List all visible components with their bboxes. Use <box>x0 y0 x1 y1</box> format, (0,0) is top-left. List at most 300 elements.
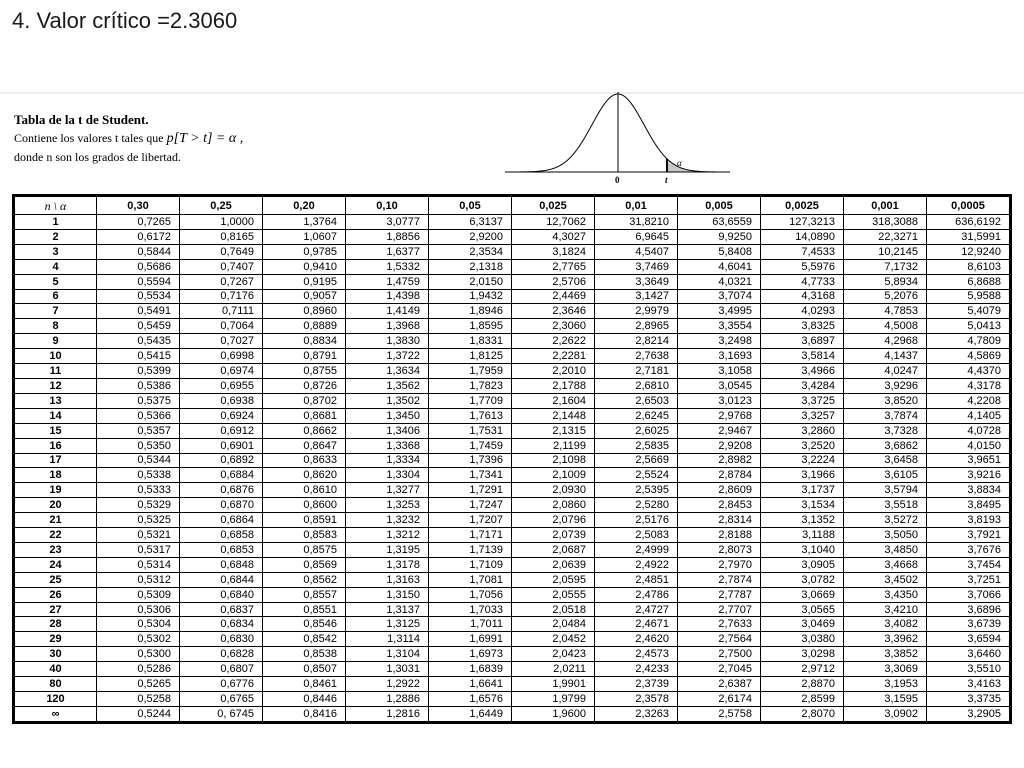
value-cell: 0,5491 <box>97 304 180 319</box>
value-cell: 0,8662 <box>263 423 346 438</box>
value-cell: 2,4727 <box>595 602 678 617</box>
table-row <box>15 259 1010 274</box>
value-cell: 3,2860 <box>761 423 844 438</box>
df-cell: 9 <box>15 334 97 349</box>
value-cell: 1,7171 <box>429 528 512 543</box>
value-cell: 3,0545 <box>678 378 761 393</box>
value-cell: 0,6840 <box>180 587 263 602</box>
value-cell: 2,0687 <box>512 542 595 557</box>
value-cell: 1,3830 <box>346 334 429 349</box>
value-cell: 0,9195 <box>263 274 346 289</box>
value-cell: 0,7649 <box>180 244 263 259</box>
value-cell: 4,2208 <box>927 393 1010 408</box>
value-cell: 0,5312 <box>97 572 180 587</box>
value-cell: 0,5459 <box>97 319 180 334</box>
value-cell: 3,7676 <box>927 542 1010 557</box>
value-cell: 4,7809 <box>927 334 1010 349</box>
value-cell: 3,7251 <box>927 572 1010 587</box>
df-cell: 25 <box>15 572 97 587</box>
value-cell: 12,9240 <box>927 244 1010 259</box>
value-cell: 1,2922 <box>346 677 429 692</box>
table-row <box>15 364 1010 379</box>
value-cell: 2,5835 <box>595 438 678 453</box>
value-cell: 4,7853 <box>844 304 927 319</box>
value-cell: 3,9216 <box>927 468 1010 483</box>
value-cell: 2,4786 <box>595 587 678 602</box>
value-cell: 0,6998 <box>180 349 263 364</box>
value-cell: 1,7033 <box>429 602 512 617</box>
value-cell: 3,1352 <box>761 513 844 528</box>
value-cell: 0,6892 <box>180 453 263 468</box>
value-cell: 1,7396 <box>429 453 512 468</box>
table-row <box>15 587 1010 602</box>
value-cell: 2,5176 <box>595 513 678 528</box>
value-cell: 3,0669 <box>761 587 844 602</box>
value-cell: 3,6594 <box>927 632 1010 647</box>
value-cell: 0,8681 <box>263 408 346 423</box>
alpha-header: 0,20 <box>263 197 346 215</box>
df-cell: 13 <box>15 393 97 408</box>
df-cell: 19 <box>15 483 97 498</box>
value-cell: 0,5306 <box>97 602 180 617</box>
value-cell: 2,6245 <box>595 408 678 423</box>
df-cell: 40 <box>15 662 97 677</box>
value-cell: 0,8600 <box>263 498 346 513</box>
value-cell: 3,0782 <box>761 572 844 587</box>
value-cell: 3,0565 <box>761 602 844 617</box>
value-cell: 1,6641 <box>429 677 512 692</box>
value-cell: 2,5669 <box>595 453 678 468</box>
value-cell: 2,3263 <box>595 706 678 721</box>
df-cell: 16 <box>15 438 97 453</box>
value-cell: 3,0905 <box>761 557 844 572</box>
value-cell: 3,1953 <box>844 677 927 692</box>
student-t-curve-figure <box>505 88 730 188</box>
alpha-header: 0,0025 <box>761 197 844 215</box>
value-cell: 3,6739 <box>927 617 1010 632</box>
value-cell: 0,6858 <box>180 528 263 543</box>
value-cell: 1,9600 <box>512 706 595 721</box>
value-cell: 0,8461 <box>263 677 346 692</box>
value-cell: 1,3368 <box>346 438 429 453</box>
value-cell: 2,9979 <box>595 304 678 319</box>
value-cell: 0,8702 <box>263 393 346 408</box>
value-cell: 0,6955 <box>180 378 263 393</box>
df-cell: 10 <box>15 349 97 364</box>
table-row <box>15 274 1010 289</box>
value-cell: 0,6938 <box>180 393 263 408</box>
value-cell: 3,0902 <box>844 706 927 721</box>
value-cell: 0,8542 <box>263 632 346 647</box>
value-cell: 2,0739 <box>512 528 595 543</box>
value-cell: 3,6897 <box>761 334 844 349</box>
value-cell: 1,7709 <box>429 393 512 408</box>
value-cell: 6,9645 <box>595 229 678 244</box>
table-row <box>15 393 1010 408</box>
value-cell: 0,6807 <box>180 662 263 677</box>
value-cell: 5,5976 <box>761 259 844 274</box>
table-row <box>15 647 1010 662</box>
value-cell: 2,9200 <box>429 229 512 244</box>
value-cell: 0,6828 <box>180 647 263 662</box>
value-cell: 2,8982 <box>678 453 761 468</box>
value-cell: 1,3334 <box>346 453 429 468</box>
value-cell: 2,8314 <box>678 513 761 528</box>
df-cell: 120 <box>15 692 97 707</box>
value-cell: 0,5333 <box>97 483 180 498</box>
value-cell: 2,4620 <box>595 632 678 647</box>
value-cell: 3,4850 <box>844 542 927 557</box>
value-cell: 6,8688 <box>927 274 1010 289</box>
value-cell: 2,7707 <box>678 602 761 617</box>
value-cell: 2,7181 <box>595 364 678 379</box>
value-cell: 0,5244 <box>97 706 180 721</box>
value-cell: 2,5706 <box>512 274 595 289</box>
value-cell: 0,5366 <box>97 408 180 423</box>
table-row <box>15 229 1010 244</box>
value-cell: 2,2281 <box>512 349 595 364</box>
value-cell: 6,3137 <box>429 215 512 230</box>
table-row <box>15 334 1010 349</box>
value-cell: 3,0469 <box>761 617 844 632</box>
df-cell: 22 <box>15 528 97 543</box>
value-cell: 3,9296 <box>844 378 927 393</box>
value-cell: 10,2145 <box>844 244 927 259</box>
value-cell: 3,0298 <box>761 647 844 662</box>
value-cell: 2,7970 <box>678 557 761 572</box>
value-cell: 63,6559 <box>678 215 761 230</box>
value-cell: 0,6844 <box>180 572 263 587</box>
value-cell: 2,8073 <box>678 542 761 557</box>
caption-title: Tabla de la t de Student. <box>14 112 149 127</box>
value-cell: 2,8965 <box>595 319 678 334</box>
table-row <box>15 706 1010 721</box>
value-cell: 3,0777 <box>346 215 429 230</box>
value-cell: 0,6876 <box>180 483 263 498</box>
value-cell: 2,0595 <box>512 572 595 587</box>
value-cell: 1,7109 <box>429 557 512 572</box>
value-cell: 0,5258 <box>97 692 180 707</box>
df-cell: 11 <box>15 364 97 379</box>
value-cell: 1,7081 <box>429 572 512 587</box>
df-cell: 29 <box>15 632 97 647</box>
value-cell: 1,7207 <box>429 513 512 528</box>
value-cell: 0,5314 <box>97 557 180 572</box>
value-cell: 0,8416 <box>263 706 346 721</box>
value-cell: 0,5309 <box>97 587 180 602</box>
value-cell: 0,8538 <box>263 647 346 662</box>
df-cell: 14 <box>15 408 97 423</box>
value-cell: 1,7531 <box>429 423 512 438</box>
value-cell: 0,5399 <box>97 364 180 379</box>
value-cell: 2,9467 <box>678 423 761 438</box>
value-cell: 0,6853 <box>180 542 263 557</box>
value-cell: 0,5415 <box>97 349 180 364</box>
value-cell: 0,5317 <box>97 542 180 557</box>
value-cell: 0,5594 <box>97 274 180 289</box>
value-cell: 1,6839 <box>429 662 512 677</box>
value-cell: 1,3304 <box>346 468 429 483</box>
value-cell: 2,5524 <box>595 468 678 483</box>
value-cell: 3,1534 <box>761 498 844 513</box>
value-cell: 1,2886 <box>346 692 429 707</box>
value-cell: 3,6460 <box>927 647 1010 662</box>
value-cell: 0,8562 <box>263 572 346 587</box>
value-cell: 0,5325 <box>97 513 180 528</box>
value-cell: 3,0123 <box>678 393 761 408</box>
value-cell: 0,5304 <box>97 617 180 632</box>
value-cell: 1,3232 <box>346 513 429 528</box>
value-cell: 2,4922 <box>595 557 678 572</box>
value-cell: 1,3450 <box>346 408 429 423</box>
df-cell: ∞ <box>15 706 97 721</box>
value-cell: 0,6837 <box>180 602 263 617</box>
value-cell: 1,3104 <box>346 647 429 662</box>
value-cell: 2,6810 <box>595 378 678 393</box>
value-cell: 2,8870 <box>761 677 844 692</box>
df-cell: 24 <box>15 557 97 572</box>
value-cell: 31,8210 <box>595 215 678 230</box>
value-cell: 3,2520 <box>761 438 844 453</box>
value-cell: 5,8408 <box>678 244 761 259</box>
value-cell: 3,3649 <box>595 274 678 289</box>
t-label: t <box>665 175 668 185</box>
value-cell: 3,1188 <box>761 528 844 543</box>
value-cell: 1,3212 <box>346 528 429 543</box>
value-cell: 2,0211 <box>512 662 595 677</box>
value-cell: 0,8546 <box>263 617 346 632</box>
alpha-header: 0,001 <box>844 197 927 215</box>
value-cell: 2,0518 <box>512 602 595 617</box>
value-cell: 1,3114 <box>346 632 429 647</box>
value-cell: 3,8520 <box>844 393 927 408</box>
corner-header: n \ α <box>15 197 97 215</box>
value-cell: 1,0607 <box>263 229 346 244</box>
df-cell: 17 <box>15 453 97 468</box>
value-cell: 0,9057 <box>263 289 346 304</box>
value-cell: 0,8591 <box>263 513 346 528</box>
value-cell: 1,6449 <box>429 706 512 721</box>
df-cell: 4 <box>15 259 97 274</box>
table-row <box>15 319 1010 334</box>
value-cell: 2,1199 <box>512 438 595 453</box>
table-row <box>15 453 1010 468</box>
value-cell: 1,3253 <box>346 498 429 513</box>
value-cell: 1,7139 <box>429 542 512 557</box>
df-cell: 26 <box>15 587 97 602</box>
value-cell: 2,6025 <box>595 423 678 438</box>
value-cell: 0,5329 <box>97 498 180 513</box>
value-cell: 1,6576 <box>429 692 512 707</box>
df-cell: 80 <box>15 677 97 692</box>
df-cell: 5 <box>15 274 97 289</box>
value-cell: 3,5518 <box>844 498 927 513</box>
value-cell: 1,9799 <box>512 692 595 707</box>
value-cell: 5,9588 <box>927 289 1010 304</box>
value-cell: 1,7247 <box>429 498 512 513</box>
value-cell: 5,8934 <box>844 274 927 289</box>
value-cell: 1,4149 <box>346 304 429 319</box>
value-cell: 0,5300 <box>97 647 180 662</box>
value-cell: 2,7765 <box>512 259 595 274</box>
value-cell: 0,6776 <box>180 677 263 692</box>
value-cell: 3,1693 <box>678 349 761 364</box>
df-cell: 1 <box>15 215 97 230</box>
value-cell: 3,1824 <box>512 244 595 259</box>
value-cell: 4,5008 <box>844 319 927 334</box>
value-cell: 1,3150 <box>346 587 429 602</box>
value-cell: 4,0150 <box>927 438 1010 453</box>
zero-label: 0 <box>615 175 620 185</box>
value-cell: 1,3195 <box>346 542 429 557</box>
value-cell: 2,0452 <box>512 632 595 647</box>
alpha-label: α <box>677 158 682 168</box>
value-cell: 1,8856 <box>346 229 429 244</box>
header-row <box>15 197 1010 215</box>
value-cell: 1,3277 <box>346 483 429 498</box>
value-cell: 0,5357 <box>97 423 180 438</box>
value-cell: 3,6105 <box>844 468 927 483</box>
table-row <box>15 557 1010 572</box>
value-cell: 4,6041 <box>678 259 761 274</box>
value-cell: 0,6974 <box>180 364 263 379</box>
value-cell: 2,3739 <box>595 677 678 692</box>
value-cell: 0,7111 <box>180 304 263 319</box>
value-cell: 1,7011 <box>429 617 512 632</box>
value-cell: 4,0728 <box>927 423 1010 438</box>
df-cell: 2 <box>15 229 97 244</box>
value-cell: 1,6973 <box>429 647 512 662</box>
value-cell: 2,1604 <box>512 393 595 408</box>
value-cell: 0,7267 <box>180 274 263 289</box>
value-cell: 2,9208 <box>678 438 761 453</box>
value-cell: 1,3722 <box>346 349 429 364</box>
value-cell: 2,6503 <box>595 393 678 408</box>
value-cell: 2,6174 <box>678 692 761 707</box>
value-cell: 2,7633 <box>678 617 761 632</box>
value-cell: 2,7787 <box>678 587 761 602</box>
value-cell: 1,8946 <box>429 304 512 319</box>
value-cell: 0,6864 <box>180 513 263 528</box>
df-cell: 20 <box>15 498 97 513</box>
value-cell: 2,7874 <box>678 572 761 587</box>
df-cell: 8 <box>15 319 97 334</box>
value-cell: 2,8070 <box>761 706 844 721</box>
value-cell: 0,7027 <box>180 334 263 349</box>
value-cell: 1,4759 <box>346 274 429 289</box>
value-cell: 1,0000 <box>180 215 263 230</box>
student-t-table <box>14 196 1010 722</box>
value-cell: 1,3634 <box>346 364 429 379</box>
value-cell: 1,7613 <box>429 408 512 423</box>
value-cell: 3,7066 <box>927 587 1010 602</box>
table-row <box>15 304 1010 319</box>
value-cell: 0,8583 <box>263 528 346 543</box>
value-cell: 2,1448 <box>512 408 595 423</box>
value-cell: 0,6924 <box>180 408 263 423</box>
value-cell: 2,0423 <box>512 647 595 662</box>
value-cell: 3,8495 <box>927 498 1010 513</box>
value-cell: 2,5395 <box>595 483 678 498</box>
value-cell: 2,5083 <box>595 528 678 543</box>
table-row <box>15 677 1010 692</box>
value-cell: 0,6834 <box>180 617 263 632</box>
value-cell: 0,7407 <box>180 259 263 274</box>
value-cell: 2,2622 <box>512 334 595 349</box>
value-cell: 3,1058 <box>678 364 761 379</box>
alpha-header: 0,0005 <box>927 197 1010 215</box>
value-cell: 3,4210 <box>844 602 927 617</box>
table-row <box>15 468 1010 483</box>
value-cell: 0,6884 <box>180 468 263 483</box>
caption-line-1 <box>14 129 243 148</box>
value-cell: 2,1788 <box>512 378 595 393</box>
value-cell: 1,9901 <box>512 677 595 692</box>
value-cell: 3,5272 <box>844 513 927 528</box>
value-cell: 2,8214 <box>595 334 678 349</box>
table-row <box>15 617 1010 632</box>
alpha-header: 0,10 <box>346 197 429 215</box>
value-cell: 1,7291 <box>429 483 512 498</box>
value-cell: 0,5321 <box>97 528 180 543</box>
value-cell: 2,4233 <box>595 662 678 677</box>
value-cell: 636,6192 <box>927 215 1010 230</box>
value-cell: 2,0930 <box>512 483 595 498</box>
value-cell: 3,7328 <box>844 423 927 438</box>
value-cell: 4,1405 <box>927 408 1010 423</box>
value-cell: 3,7469 <box>595 259 678 274</box>
value-cell: 3,4163 <box>927 677 1010 692</box>
value-cell: 2,8784 <box>678 468 761 483</box>
alpha-header: 0,01 <box>595 197 678 215</box>
value-cell: 1,4398 <box>346 289 429 304</box>
value-cell: 0,5686 <box>97 259 180 274</box>
df-cell: 12 <box>15 378 97 393</box>
value-cell: 3,4350 <box>844 587 927 602</box>
value-cell: 0,6172 <box>97 229 180 244</box>
table-row <box>15 483 1010 498</box>
value-cell: 4,2968 <box>844 334 927 349</box>
value-cell: 1,3502 <box>346 393 429 408</box>
value-cell: 0,5265 <box>97 677 180 692</box>
value-cell: 0,8647 <box>263 438 346 453</box>
value-cell: 3,7454 <box>927 557 1010 572</box>
value-cell: 3,5050 <box>844 528 927 543</box>
value-cell: 2,7564 <box>678 632 761 647</box>
value-cell: 0,5534 <box>97 289 180 304</box>
value-cell: 0,5286 <box>97 662 180 677</box>
value-cell: 4,1437 <box>844 349 927 364</box>
value-cell: 0,5844 <box>97 244 180 259</box>
df-cell: 15 <box>15 423 97 438</box>
value-cell: 3,3962 <box>844 632 927 647</box>
value-cell: 1,3968 <box>346 319 429 334</box>
value-cell: 0,8633 <box>263 453 346 468</box>
value-cell: 2,4573 <box>595 647 678 662</box>
value-cell: 0,8569 <box>263 557 346 572</box>
value-cell: 8,6103 <box>927 259 1010 274</box>
value-cell: 4,5407 <box>595 244 678 259</box>
table-row <box>15 528 1010 543</box>
t-table-frame <box>12 194 1012 724</box>
value-cell: 3,6862 <box>844 438 927 453</box>
value-cell: 3,4502 <box>844 572 927 587</box>
value-cell: 1,7459 <box>429 438 512 453</box>
table-row <box>15 215 1010 230</box>
value-cell: 3,3069 <box>844 662 927 677</box>
df-cell: 3 <box>15 244 97 259</box>
value-cell: 2,5280 <box>595 498 678 513</box>
